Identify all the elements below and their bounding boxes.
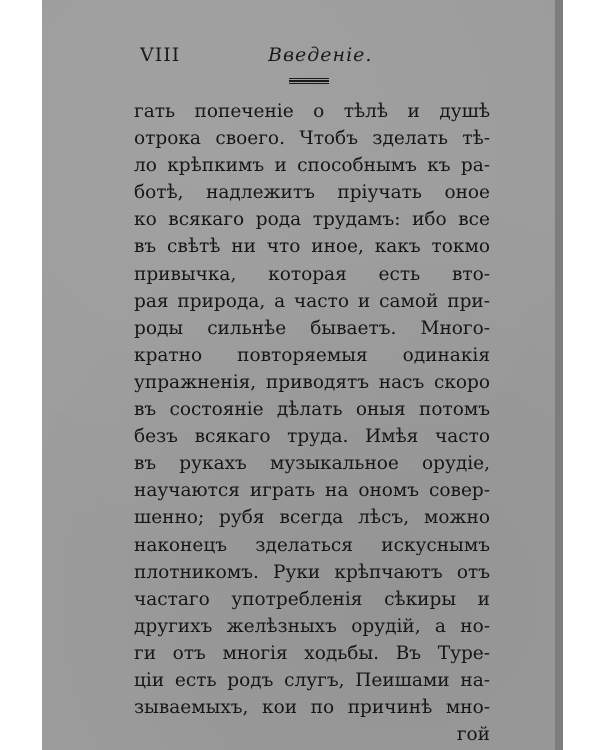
text-line: рая природа, а часто и самой при- (134, 290, 490, 312)
running-title: Введеніе. (268, 44, 373, 66)
rule-line (289, 83, 329, 84)
text-line: гать попеченіе о тѣлѣ и душѣ (134, 101, 490, 122)
text-line: наконецъ зделаться искуснымъ (134, 534, 490, 556)
text-line: упражненія, приводятъ насъ скоро (134, 371, 490, 393)
text-line: другихъ желѣзныхъ орудій, а но- (134, 615, 490, 637)
text-line: ціи есть родъ слугъ, Пеишами на- (134, 669, 490, 691)
text-line: ги отъ многія ходьбы. Въ Туре- (134, 642, 490, 664)
rule-line (289, 78, 329, 79)
body-text (134, 98, 490, 748)
text-line: роды сильнѣе бываетъ. Много- (134, 317, 490, 339)
text-line: отрока своего. Чтобъ зделать тѣ- (134, 128, 490, 150)
text-line: ло крѣпкимъ и способнымъ къ ра- (134, 155, 490, 177)
text-line: кратно повторяемыя одинакія (134, 344, 490, 366)
text-line: безъ всякаго труда. Имѣя часто (134, 426, 490, 448)
text-line: частаго употребленія сѣкиры и (134, 588, 490, 610)
text-line: ко всякаго рода трудамъ: ибо все (134, 209, 490, 231)
text-line: зываемыхъ, кои по причинѣ мно- (134, 697, 490, 719)
page-header (140, 44, 490, 74)
text-line: научаются играть на ономъ совер- (134, 480, 490, 502)
text-line: привычка, которая есть вто- (134, 263, 490, 285)
rule-line (289, 80, 329, 82)
page-edge (555, 0, 563, 750)
text-line: шенно; рубя всегда лѣсъ, можно (134, 507, 490, 529)
text-line: въ состояніе дѣлать оныя потомъ (134, 399, 490, 421)
text-line: плотникомъ. Руки крѣпчаютъ отъ (134, 561, 490, 583)
text-line: въ свѣтѣ ни что иное, какъ токмо (134, 236, 490, 258)
page-number: VIII (140, 44, 181, 66)
catchword: гой (456, 724, 490, 746)
text-line: въ рукахъ музыкальное орудіе, (134, 453, 490, 475)
text-line: ботѣ, надлежитъ пріучать оное (134, 182, 490, 204)
header-rule (289, 78, 329, 84)
